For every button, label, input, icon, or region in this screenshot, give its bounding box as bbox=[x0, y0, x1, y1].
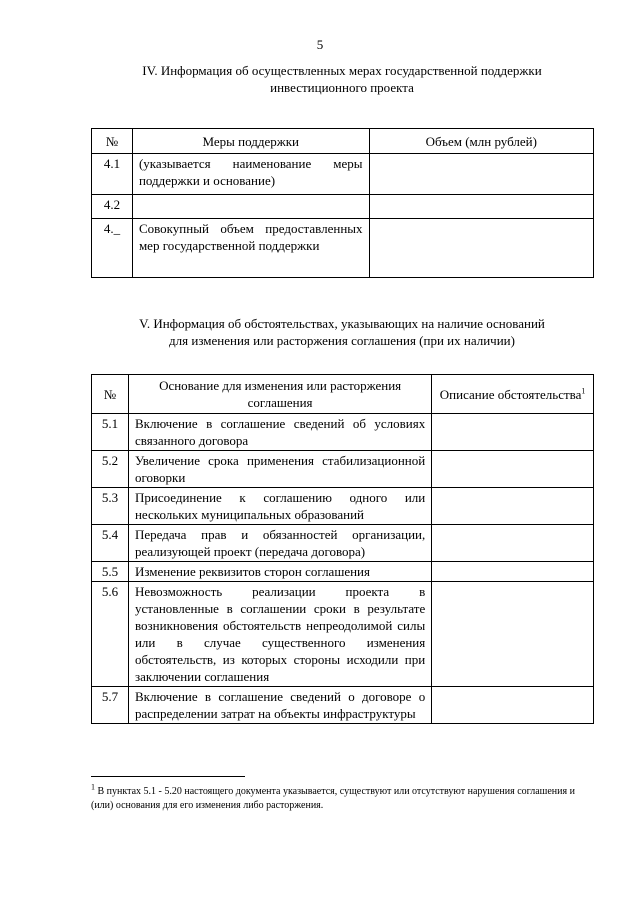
row-description bbox=[432, 451, 594, 488]
section-4-heading-line1: IV. Информация об осуществленных мерах государственной поддержки bbox=[142, 63, 542, 78]
row-basis: Передача прав и обязанностей организации, реализующей проект (передача договора) bbox=[128, 525, 431, 562]
row-number: 5.5 bbox=[92, 562, 129, 582]
row-number: 5.1 bbox=[92, 414, 129, 451]
row-description bbox=[432, 488, 594, 525]
row-volume bbox=[369, 154, 593, 195]
footnote-divider bbox=[91, 776, 245, 777]
section-5-heading-line1: V. Информация об обстоятельствах, указывающих на наличие оснований bbox=[139, 316, 545, 331]
table-row bbox=[92, 488, 594, 525]
row-basis: Включение в соглашение сведений об условиях связанного договора bbox=[128, 414, 431, 451]
row-number: 5.3 bbox=[92, 488, 129, 525]
row-basis: Включение в соглашение сведений о договоре о распределении затрат на объекты инфраструктуры bbox=[128, 687, 431, 724]
table-row bbox=[92, 219, 594, 278]
row-volume bbox=[369, 195, 593, 219]
footnote-reference: 1 bbox=[581, 386, 586, 396]
agreement-changes-table bbox=[91, 374, 594, 724]
row-basis: Невозможность реализации проекта в установленные в соглашении сроки в результате возникновения обстоятельств непреодолимой силы или в случае существенного изменения обстоятельств, из которых стороны исходили при заключении соглашения bbox=[128, 582, 431, 687]
row-basis: Присоединение к соглашению одного или нескольких муниципальных образований bbox=[128, 488, 431, 525]
table-row bbox=[92, 687, 594, 724]
section-5-heading bbox=[90, 315, 594, 349]
table-row bbox=[92, 414, 594, 451]
column-header-number: № bbox=[92, 375, 129, 414]
column-header-number: № bbox=[92, 129, 133, 154]
row-number: 5.6 bbox=[92, 582, 129, 687]
row-description bbox=[432, 525, 594, 562]
row-volume bbox=[369, 219, 593, 278]
table-header-row bbox=[92, 375, 594, 414]
row-measure: (указывается наименование меры поддержки и основание) bbox=[132, 154, 369, 195]
column-header-description bbox=[432, 375, 594, 414]
row-number: 4.2 bbox=[92, 195, 133, 219]
table-row bbox=[92, 582, 594, 687]
row-number: 4._ bbox=[92, 219, 133, 278]
row-measure bbox=[132, 195, 369, 219]
footnote bbox=[91, 782, 594, 813]
table-row bbox=[92, 195, 594, 219]
row-basis: Изменение реквизитов сторон соглашения bbox=[128, 562, 431, 582]
table-row bbox=[92, 525, 594, 562]
row-description bbox=[432, 687, 594, 724]
row-number: 4.1 bbox=[92, 154, 133, 195]
table-row bbox=[92, 154, 594, 195]
column-header-description-text: Описание обстоятельства bbox=[439, 386, 582, 402]
support-measures-table bbox=[91, 128, 594, 278]
section-4-heading-line2: инвестиционного проекта bbox=[270, 80, 414, 95]
section-4-heading bbox=[90, 62, 594, 96]
section-5-heading-line2: для изменения или расторжения соглашения (при их наличии) bbox=[169, 333, 515, 348]
row-description bbox=[432, 414, 594, 451]
page-number: 5 bbox=[316, 37, 324, 52]
row-number: 5.2 bbox=[92, 451, 129, 488]
row-description bbox=[432, 582, 594, 687]
row-description bbox=[432, 562, 594, 582]
column-header-measures: Меры поддержки bbox=[132, 129, 369, 154]
table-row bbox=[92, 451, 594, 488]
column-header-basis: Основание для изменения или расторжения соглашения bbox=[128, 375, 431, 414]
row-basis: Увеличение срока применения стабилизационной оговорки bbox=[128, 451, 431, 488]
table-row bbox=[92, 562, 594, 582]
row-number: 5.7 bbox=[92, 687, 129, 724]
row-number: 5.4 bbox=[92, 525, 129, 562]
row-measure: Совокупный объем предоставленных мер государственной поддержки bbox=[132, 219, 369, 278]
column-header-volume: Объем (млн рублей) bbox=[369, 129, 593, 154]
footnote-text: В пунктах 5.1 - 5.20 настоящего документа указывается, существуют или отсутствуют нарушения соглашения и (или) основания для его изменения либо расторжения. bbox=[91, 786, 575, 811]
footnote-mark: 1 bbox=[91, 782, 95, 792]
table-header-row bbox=[92, 129, 594, 154]
